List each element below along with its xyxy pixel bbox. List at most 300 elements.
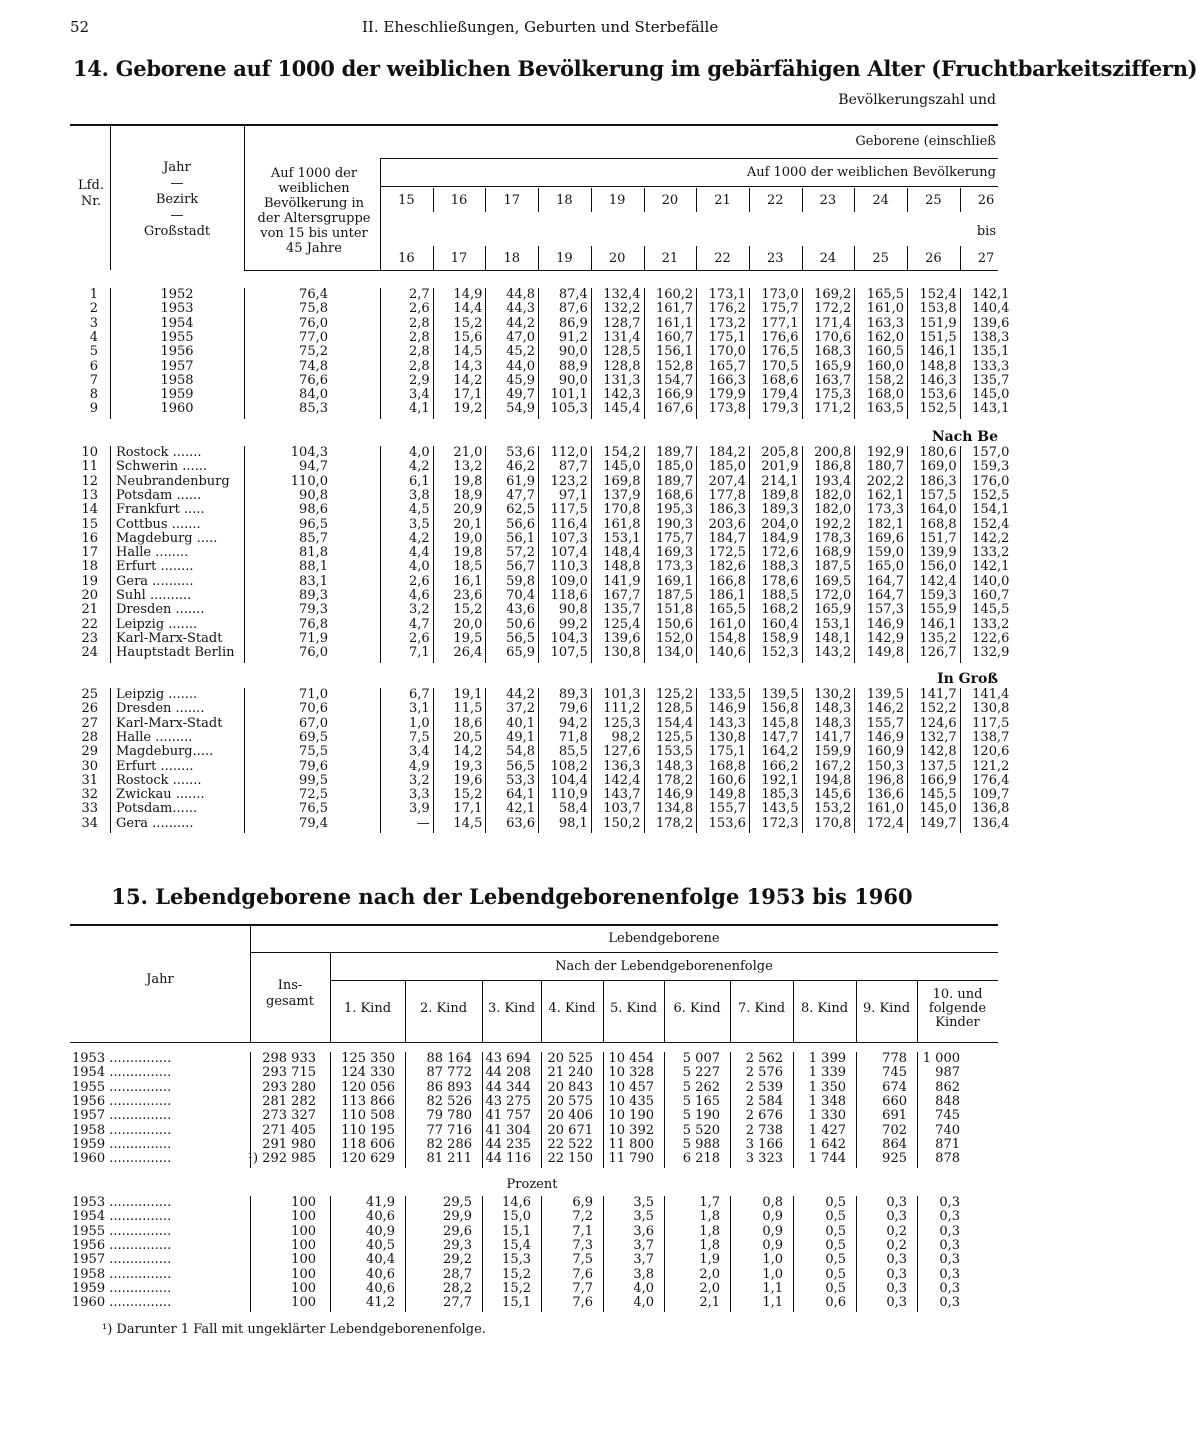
order-value: 1 348	[808, 1093, 846, 1109]
order-value: 41 757	[485, 1108, 531, 1124]
age-value: 44,0	[506, 358, 536, 374]
row-number: 24	[81, 645, 98, 661]
year-label: 1953 ...............	[72, 1195, 172, 1210]
age-value: 203,6	[708, 516, 746, 532]
total-value: 96,5	[299, 516, 328, 532]
order-value: 20 525	[547, 1051, 593, 1066]
order-value: 43 275	[485, 1093, 531, 1109]
order-value: 29,5	[443, 1195, 472, 1210]
age-value: 109,0	[550, 573, 588, 589]
age-value: 44,2	[506, 315, 536, 331]
age-value: 13,2	[453, 459, 483, 475]
column-rule	[793, 1052, 794, 1168]
age-value: 101,3	[603, 687, 641, 702]
order-value: 3,5	[633, 1195, 654, 1210]
column-rule	[433, 688, 434, 833]
insgesamt-value: 100	[291, 1223, 316, 1239]
age-value: 19,2	[453, 401, 483, 417]
age-value: 172,0	[814, 588, 852, 603]
row-number: 15	[81, 516, 98, 532]
age-value: 19,0	[453, 530, 483, 546]
order-value: 1 339	[808, 1065, 846, 1081]
age-value: 70,4	[506, 588, 536, 603]
total-value: 81,8	[299, 545, 328, 561]
age-value: 88,9	[558, 358, 588, 374]
age-value: 172,3	[761, 815, 799, 831]
age-value: 128,5	[655, 701, 694, 717]
order-value: 40,6	[366, 1209, 395, 1225]
total-value: 85,7	[299, 530, 328, 546]
column-rule	[644, 288, 645, 419]
age-value: 176,6	[761, 329, 799, 345]
column-rule	[802, 688, 803, 833]
age-value: 184,2	[708, 445, 746, 460]
age-value: 189,3	[761, 502, 799, 518]
total-value: 94,7	[299, 459, 328, 475]
total-value: 76,0	[299, 315, 328, 331]
row-number: 10	[81, 445, 98, 460]
age-value: 165,9	[814, 602, 852, 618]
age-value: 168,6	[655, 487, 694, 503]
age-value: 148,8	[603, 559, 641, 575]
age-value: 98,1	[558, 815, 588, 831]
age-value: 150,3	[866, 758, 904, 774]
age-value: 14,5	[453, 815, 483, 831]
age-value: 153,2	[814, 801, 852, 817]
total-value: 77,0	[299, 329, 328, 345]
age-value: 173,2	[708, 315, 746, 331]
order-value: 82 286	[426, 1136, 472, 1152]
age-value: 168,2	[761, 602, 799, 618]
age-value: 207,4	[708, 473, 746, 489]
age-value: 56,6	[506, 516, 536, 532]
age-value: 169,6	[866, 530, 904, 546]
age-value: 139,6	[603, 630, 641, 646]
order-value: 40,6	[366, 1266, 395, 1282]
order-value: 10 392	[608, 1122, 654, 1138]
column-rule	[405, 1196, 406, 1312]
age-value: 6,1	[409, 473, 430, 489]
age-value: 157,0	[972, 445, 1010, 460]
age-value: 4,6	[409, 588, 430, 603]
total-value: 83,1	[299, 573, 328, 589]
age-value: 148,3	[814, 701, 852, 717]
age-to: 18	[503, 251, 520, 266]
order-value: 10 190	[608, 1108, 654, 1124]
age-value: 154,4	[655, 715, 694, 731]
section-prozent: Prozent	[506, 1177, 558, 1192]
total-value: 104,3	[290, 445, 328, 460]
column-rule	[538, 446, 539, 663]
order-value: 15,4	[502, 1237, 531, 1253]
age-value: 138,3	[972, 329, 1010, 345]
age-value: 145,5	[972, 602, 1010, 618]
column-rule	[603, 1052, 604, 1168]
order-value: 44 344	[485, 1079, 531, 1095]
age-value: 7,5	[409, 729, 430, 745]
age-value: 140,4	[972, 301, 1010, 317]
column-rule	[244, 446, 245, 663]
age-value: 109,7	[972, 787, 1010, 803]
age-value: 135,2	[919, 630, 957, 646]
order-value: 1,1	[762, 1280, 783, 1296]
order-value: 27,7	[443, 1295, 472, 1311]
column-rule	[405, 1052, 406, 1168]
year-label: 1958 ...............	[72, 1266, 172, 1282]
col-jahr-bezirk: Jahr — Bezirk — Großstadt	[143, 160, 211, 239]
row-number: 32	[81, 787, 98, 803]
order-value: 20 671	[547, 1122, 593, 1138]
row-label: 1958	[160, 372, 194, 388]
order-value: 87 772	[426, 1065, 472, 1081]
order-value: 2,0	[699, 1280, 720, 1296]
order-value: 2 738	[745, 1122, 783, 1138]
column-rule	[696, 688, 697, 833]
column-rule	[110, 446, 111, 663]
age-value: 132,2	[603, 301, 641, 317]
year-label: 1954 ...............	[72, 1065, 172, 1081]
column-rule	[856, 1052, 857, 1168]
insgesamt-value: 100	[291, 1280, 316, 1296]
age-value: 125,4	[603, 616, 641, 632]
row-number: 34	[81, 815, 98, 831]
age-value: 91,2	[558, 329, 588, 345]
row-number: 17	[81, 545, 98, 561]
row-number: 12	[81, 473, 98, 489]
column-rule	[250, 1052, 251, 1168]
age-value: 112,0	[550, 445, 588, 460]
age-value: 155,9	[919, 602, 957, 618]
order-value: 0,3	[886, 1195, 907, 1210]
age-value: 170,6	[814, 329, 852, 345]
total-value: 88,1	[299, 559, 328, 575]
insgesamt-value: 293 715	[262, 1065, 316, 1081]
age-value: 153,1	[814, 616, 852, 632]
row-number: 1	[89, 287, 98, 302]
age-from: 19	[608, 193, 626, 208]
order-value: 0,2	[886, 1237, 907, 1253]
age-value: 98,2	[611, 729, 641, 745]
order-value: 0,6	[825, 1295, 846, 1311]
row-number: 21	[81, 602, 98, 618]
age-value: 141,4	[972, 687, 1010, 702]
order-value: 0,3	[939, 1266, 960, 1282]
row-number: 25	[81, 687, 98, 702]
total-value: 72,5	[299, 787, 328, 803]
age-value: 139,5	[761, 687, 799, 702]
order-value: 0,5	[825, 1280, 846, 1296]
row-number: 19	[81, 573, 98, 589]
age-value: 139,6	[972, 315, 1010, 331]
age-value: 121,2	[972, 758, 1010, 774]
age-value: 3,5	[409, 516, 430, 532]
order-value: 1 744	[808, 1151, 846, 1167]
age-value: 168,9	[814, 545, 852, 561]
order-value: 10 457	[608, 1079, 654, 1095]
age-value: 4,0	[409, 445, 430, 460]
age-value: 137,5	[919, 758, 957, 774]
order-value: 40,4	[366, 1252, 395, 1268]
group-header: Lebendgeborene	[608, 931, 720, 946]
age-value: 169,0	[919, 459, 957, 475]
age-value: 167,2	[814, 758, 852, 774]
age-value: 167,6	[655, 401, 694, 417]
year-label: 1954 ...............	[72, 1209, 172, 1225]
age-value: 14,4	[453, 301, 483, 317]
order-value: 0,8	[762, 1195, 783, 1210]
column-rule	[907, 446, 908, 663]
age-value: 90,0	[558, 344, 588, 360]
row-label: 1956	[160, 344, 194, 360]
age-value: 161,7	[655, 301, 694, 317]
order-value: 110 195	[341, 1122, 395, 1138]
age-value: 136,4	[972, 815, 1010, 831]
age-value: 44,2	[506, 687, 536, 702]
order-value: 22 522	[547, 1136, 593, 1152]
age-value: 47,0	[506, 329, 536, 345]
total-value: 71,0	[299, 687, 328, 702]
column-rule	[485, 688, 486, 833]
age-value: 182,0	[814, 502, 852, 518]
order-value: 3,6	[633, 1223, 654, 1239]
order-value: 987	[935, 1065, 960, 1081]
age-value: 90,8	[558, 602, 588, 618]
age-value: 164,0	[919, 502, 957, 518]
age-value: 110,3	[550, 559, 588, 575]
age-value: 128,5	[603, 344, 641, 360]
row-label: Gera ..........	[116, 815, 194, 831]
order-col-header: 6. Kind	[673, 1001, 721, 1016]
row-number: 7	[89, 372, 98, 388]
age-value: 107,5	[550, 645, 588, 661]
row-number: 4	[89, 329, 98, 345]
age-value: 184,9	[761, 530, 799, 546]
order-value: 0,3	[939, 1252, 960, 1268]
order-value: 44 208	[485, 1065, 531, 1081]
column-rule	[110, 288, 111, 419]
age-value: 185,3	[761, 787, 799, 803]
order-value: 2,0	[699, 1266, 720, 1282]
age-value: 189,7	[655, 445, 694, 460]
age-value: 153,6	[708, 815, 746, 831]
age-value: 166,3	[708, 372, 746, 388]
age-value: 7,1	[409, 645, 430, 661]
age-value: 214,1	[761, 473, 799, 489]
age-value: 97,1	[558, 487, 588, 503]
age-value: 166,8	[708, 573, 746, 589]
column-rule	[433, 446, 434, 663]
total-value: 75,8	[299, 301, 328, 317]
order-value: 40,9	[366, 1223, 395, 1239]
age-value: 151,7	[919, 530, 957, 546]
order-value: 120 629	[341, 1151, 395, 1167]
order-value: 6,9	[572, 1195, 593, 1210]
total-value: 76,4	[299, 287, 328, 302]
order-value: 745	[935, 1108, 960, 1124]
order-value: 660	[882, 1093, 907, 1109]
age-value: 19,3	[453, 758, 483, 774]
row-label: Erfurt ........	[116, 559, 194, 575]
row-number: 31	[81, 772, 98, 788]
age-value: 159,9	[814, 744, 852, 760]
order-col-header: 10. und folgende Kinder	[928, 987, 987, 1030]
order-value: 1,8	[699, 1209, 720, 1225]
age-value: 2,7	[409, 287, 430, 302]
order-value: 82 526	[426, 1093, 472, 1109]
column-rule	[793, 1196, 794, 1312]
age-value: 133,2	[972, 616, 1010, 632]
age-value: 99,2	[558, 616, 588, 632]
age-value: 145,0	[603, 459, 641, 475]
age-value: 151,8	[655, 602, 694, 618]
order-value: 7,6	[572, 1295, 593, 1311]
age-value: 11,5	[453, 701, 483, 717]
age-value: 146,9	[866, 616, 904, 632]
age-value: 176,0	[972, 473, 1010, 489]
age-value: 3,9	[409, 801, 430, 817]
age-from: 16	[450, 193, 468, 208]
age-value: 142,1	[972, 559, 1010, 575]
age-value: 189,8	[761, 487, 799, 503]
age-value: 20,1	[453, 516, 483, 532]
order-value: 120 056	[341, 1079, 395, 1095]
column-rule	[802, 288, 803, 419]
age-value: 62,5	[506, 502, 536, 518]
age-value: 168,6	[761, 372, 799, 388]
age-value: 178,6	[761, 573, 799, 589]
age-value: 169,5	[814, 573, 852, 589]
age-value: 180,7	[866, 459, 904, 475]
order-value: 0,5	[825, 1223, 846, 1239]
age-value: 89,3	[558, 687, 588, 702]
age-value: 178,3	[814, 530, 852, 546]
age-value: 44,8	[506, 287, 536, 302]
age-to: 16	[398, 251, 415, 266]
order-value: 7,7	[572, 1280, 593, 1296]
age-value: 134,0	[655, 645, 694, 661]
age-value: 2,8	[409, 344, 430, 360]
age-value: 142,2	[972, 530, 1010, 546]
order-value: 3,8	[633, 1266, 654, 1282]
column-rule	[538, 688, 539, 833]
age-value: 2,9	[409, 372, 430, 388]
order-value: 20 843	[547, 1079, 593, 1095]
column-rule	[591, 446, 592, 663]
row-label: 1952	[160, 287, 194, 302]
age-value: 136,8	[972, 801, 1010, 817]
order-value: 5 520	[682, 1122, 720, 1138]
age-value: 20,9	[453, 502, 483, 518]
age-value: 168,3	[814, 344, 852, 360]
section-bezirke: Nach Be	[931, 429, 998, 445]
age-value: 139,9	[919, 545, 957, 561]
age-value: 175,1	[708, 744, 746, 760]
age-value: 103,7	[603, 801, 641, 817]
order-col-header: 5. Kind	[609, 1001, 658, 1016]
row-label: 1953	[160, 301, 194, 317]
order-value: 0,3	[886, 1209, 907, 1225]
age-from: 17	[503, 193, 520, 208]
age-value: 132,9	[972, 645, 1010, 661]
age-value: 142,4	[603, 772, 641, 788]
age-value: 173,8	[708, 401, 746, 417]
age-value: 126,7	[919, 645, 957, 661]
age-value: 204,0	[761, 516, 799, 532]
order-value: 28,7	[443, 1266, 472, 1282]
age-value: 143,3	[708, 715, 746, 731]
order-value: 0,3	[886, 1252, 907, 1268]
age-value: 125,3	[603, 715, 641, 731]
order-value: 88 164	[426, 1051, 472, 1066]
total-value: 99,5	[299, 772, 328, 788]
age-value: 171,2	[814, 401, 852, 417]
age-value: 49,1	[506, 729, 536, 745]
year-label: 1957 ...............	[72, 1252, 172, 1268]
age-value: 167,7	[603, 588, 641, 603]
age-value: 164,2	[761, 744, 799, 760]
order-value: 4,0	[633, 1295, 654, 1311]
age-value: 177,8	[708, 487, 746, 503]
age-value: 170,0	[708, 344, 746, 360]
row-label: 1960	[160, 401, 194, 417]
order-value: 0,5	[825, 1252, 846, 1268]
age-value: 145,4	[603, 401, 641, 417]
age-value: 6,7	[409, 687, 430, 702]
age-value: 163,5	[866, 401, 904, 417]
order-value: 124 330	[341, 1065, 395, 1081]
order-value: 2 676	[745, 1108, 783, 1124]
column-rule	[802, 446, 803, 663]
age-value: 45,2	[506, 344, 536, 360]
age-value: 187,5	[814, 559, 852, 575]
age-value: 85,5	[558, 744, 588, 760]
year-label: 1960 ...............	[72, 1295, 172, 1311]
total-value: 74,8	[299, 358, 328, 374]
age-value: 166,9	[655, 387, 694, 403]
age-value: 152,5	[919, 401, 957, 417]
age-value: 175,1	[708, 329, 746, 345]
row-label: Dresden .......	[116, 602, 205, 618]
age-value: 18,5	[453, 559, 483, 575]
age-value: 46,2	[506, 459, 536, 475]
order-value: 29,6	[443, 1223, 472, 1239]
age-value: 172,2	[814, 301, 852, 317]
col-total: Auf 1000 der weiblichen Bevölkerung in der Altersgruppe von 15 bis unter 45 Jahre	[257, 166, 371, 256]
age-value: 131,3	[603, 372, 641, 388]
column-rule	[917, 1196, 918, 1312]
order-value: 0,3	[939, 1237, 960, 1253]
table14-title: 14. Geborene auf 1000 der weiblichen Bevölkerung im gebärfähigen Alter (Fruchtbarkeitsziffern)	[73, 56, 1197, 81]
order-value: 674	[882, 1079, 907, 1095]
order-value: 5 190	[682, 1108, 720, 1124]
year-label: 1960 ...............	[72, 1151, 172, 1167]
row-number: 30	[81, 758, 98, 774]
column-rule	[854, 446, 855, 663]
column-rule	[960, 288, 961, 419]
age-value: 143,5	[761, 801, 799, 817]
total-value: 76,5	[299, 801, 328, 817]
order-value: 0,5	[825, 1266, 846, 1282]
total-value: 69,5	[299, 729, 328, 745]
column-rule	[485, 446, 486, 663]
age-value: 182,6	[708, 559, 746, 575]
row-number: 28	[81, 729, 98, 745]
order-value: 110 508	[341, 1108, 395, 1124]
order-value: 77 716	[426, 1122, 472, 1138]
section-grossstadt: In Groß	[937, 671, 998, 687]
order-value: 1,8	[699, 1237, 720, 1253]
insgesamt-value: 293 280	[262, 1079, 316, 1095]
